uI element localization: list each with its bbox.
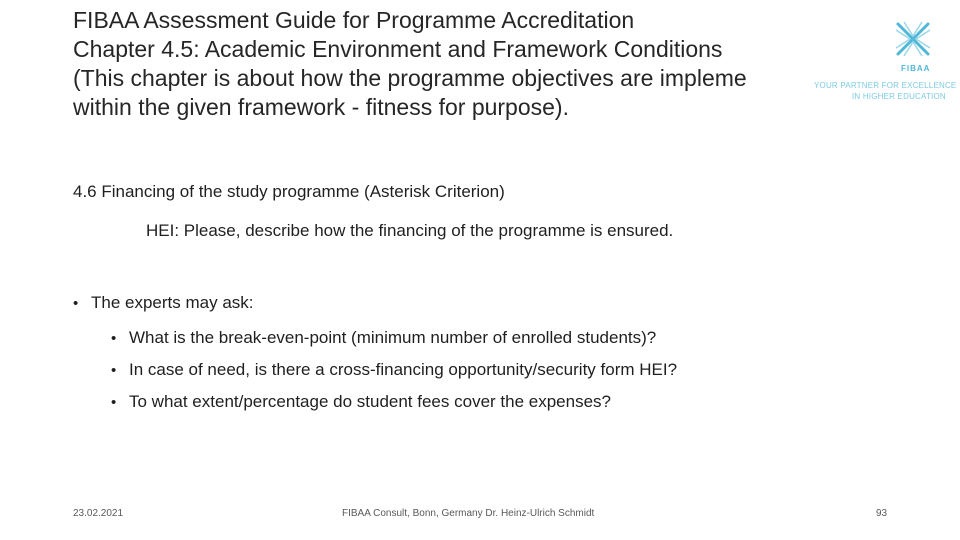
list-item-text: To what extent/percentage do student fees cover the expenses? [129,392,611,411]
section-subheading: HEI: Please, describe how the financing of the programme is ensured. [146,221,674,240]
slide-title [73,6,813,122]
sub-list [111,322,677,418]
bullet-icon: • [73,295,79,312]
logo-tagline: IN HIGHER EDUCATION [852,92,946,101]
list-item-text: The experts may ask: [91,293,254,312]
title-line: (This chapter is about how the programme objectives are impleme [73,65,747,91]
list-item [111,386,677,418]
bullet-icon: • [111,330,117,347]
list-item [111,354,677,386]
list-item [111,322,677,354]
title-line: FIBAA Assessment Guide for Programme Accreditation [73,7,635,33]
fibaa-star-icon [890,16,936,62]
title-line: within the given framework - fitness for purpose). [73,94,569,120]
list-item [73,293,254,313]
logo-tagline: YOUR PARTNER FOR EXCELLENCE [814,81,957,90]
logo-wordmark: FIBAA [901,64,931,73]
fibaa-logo [812,14,957,104]
title-line: Chapter 4.5: Academic Environment and Framework Conditions [73,36,723,62]
page-number: 93 [876,508,888,519]
footer-text: FIBAA Consult, Bonn, Germany Dr. Heinz-Ulrich Schmidt [342,508,595,519]
bullet-icon: • [111,362,117,379]
footer-date: 23.02.2021 [73,508,124,519]
list-item-text: What is the break-even-point (minimum number of enrolled students)? [129,328,657,347]
section-heading: 4.6 Financing of the study programme (Asterisk Criterion) [73,182,505,201]
list-item-text: In case of need, is there a cross-financing opportunity/security form HEI? [129,360,678,379]
bullet-icon: • [111,394,117,411]
